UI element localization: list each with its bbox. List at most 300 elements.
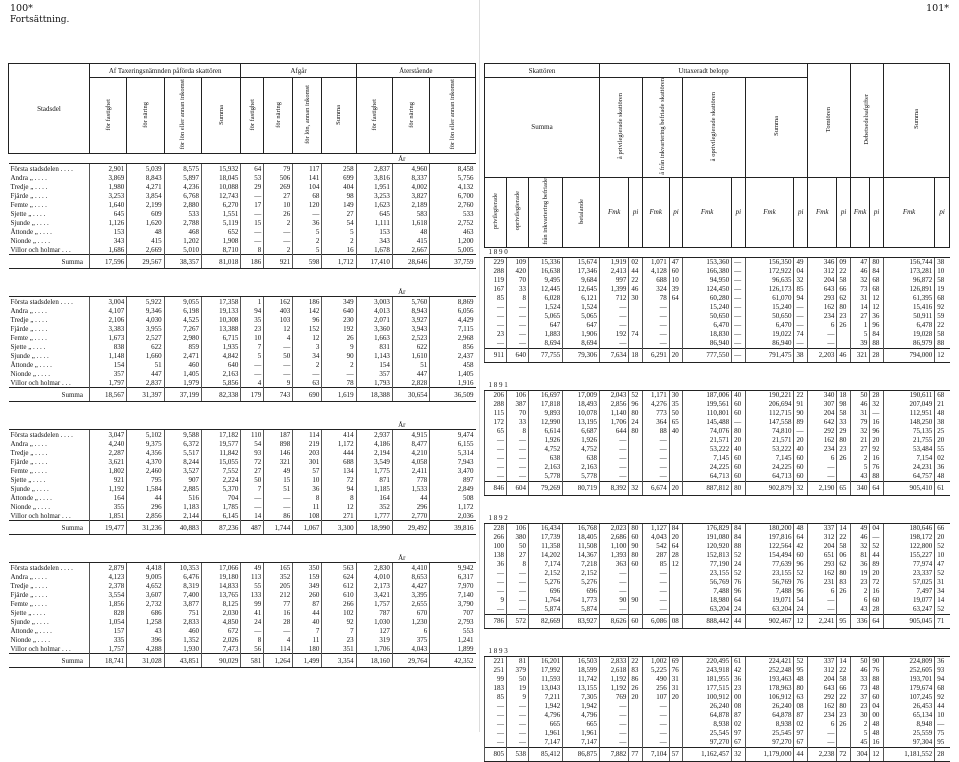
cell-value: 287 <box>642 551 669 560</box>
cell-value: 204 <box>808 542 837 551</box>
cell-value: 258 <box>322 164 356 174</box>
cell-value: 288 <box>485 400 507 409</box>
cell-value: 563 <box>322 563 356 573</box>
cell-value: 31 <box>669 684 682 693</box>
cell-value: 119 <box>485 276 507 285</box>
cell-value: 180,200 <box>745 523 794 533</box>
cell-value: 24 <box>732 560 745 569</box>
cell-value: 16,768 <box>563 523 600 533</box>
cell-value: 26 <box>837 587 850 596</box>
cell-value: — <box>732 294 745 303</box>
cell-value: 2 <box>322 360 356 369</box>
cell-value: 1,980 <box>89 182 126 191</box>
cell-value <box>669 436 682 445</box>
cell-value: 643 <box>808 684 837 693</box>
cell-value: 90 <box>322 351 356 360</box>
cell-value: 1,002 <box>642 656 669 666</box>
cell-value: 2,968 <box>430 333 476 342</box>
cell-value: 352 <box>356 502 392 511</box>
cell-value: 64,713 <box>745 472 794 482</box>
cell-value: 447 <box>392 369 429 378</box>
cell-value <box>669 303 682 312</box>
summa-value: 77,755 <box>529 348 563 362</box>
cell-value: 1,171 <box>642 390 669 400</box>
cell-value: 45 <box>850 738 870 748</box>
col-aterst-fastighet: för fastighet <box>370 98 378 131</box>
cell-value: 197,816 <box>745 533 794 542</box>
cell-value: 640 <box>322 306 356 315</box>
cell-value: 17,358 <box>201 297 240 307</box>
cell-value: 8,843 <box>127 173 164 182</box>
cell-value: 387 <box>507 400 529 409</box>
district-label: Nionde „ . . . . <box>10 236 50 245</box>
summa-value: 6,674 <box>642 481 669 495</box>
cell-value: 1,785 <box>201 502 240 511</box>
cell-value: 296 <box>392 502 429 511</box>
cell-value: 4,271 <box>127 182 164 191</box>
cell-value: 155,227 <box>883 551 934 560</box>
cell-value: 4,043 <box>642 533 669 542</box>
cell-value: 1,183 <box>164 502 201 511</box>
cell-value: 7,400 <box>164 590 201 599</box>
cell-value: 1,192 <box>89 484 126 493</box>
cell-value: 64 <box>669 542 682 551</box>
cell-value: 55 <box>935 445 950 454</box>
cell-value: — <box>507 330 529 339</box>
cell-value: 3,360 <box>356 324 392 333</box>
cell-value <box>837 738 850 748</box>
cell-value: 231 <box>808 578 837 587</box>
cell-value: 1,640 <box>89 200 126 209</box>
cell-value: 6,270 <box>201 200 240 209</box>
cell-value: 06 <box>837 551 850 560</box>
cell-value: 292 <box>808 427 837 436</box>
cell-value: 8,337 <box>392 173 429 182</box>
cell-value: — <box>264 342 293 351</box>
cell-value: 1,140 <box>600 409 629 418</box>
cell-value: 8 <box>241 635 264 644</box>
cell-value: 5,119 <box>201 218 240 227</box>
cell-value <box>629 312 642 321</box>
cell-value: 1,533 <box>392 484 429 493</box>
cell-value: 688 <box>322 457 356 466</box>
cell-value: 19,022 <box>745 330 794 339</box>
cell-value <box>837 472 850 482</box>
summa-value: 581 <box>241 654 264 668</box>
cell-value: — <box>485 711 507 720</box>
cell-value: 74 <box>629 330 642 339</box>
cell-value: 5,897 <box>164 173 201 182</box>
cell-value: 13,765 <box>201 590 240 599</box>
cell-value: 50 <box>507 542 529 551</box>
cell-value: 112,715 <box>745 409 794 418</box>
cell-value: 229 <box>485 257 507 267</box>
cell-value: — <box>808 339 837 349</box>
cell-value: 645 <box>89 209 126 218</box>
cell-value: 2,669 <box>127 245 164 255</box>
cell-value: 10 <box>669 276 682 285</box>
cell-value: 343 <box>89 236 126 245</box>
cell-value: 23 <box>850 702 870 711</box>
table-row <box>9 218 476 227</box>
cell-value: 4,356 <box>127 448 164 457</box>
table-row <box>485 587 950 596</box>
cell-value: 33 <box>507 285 529 294</box>
cell-value: 109 <box>507 257 529 267</box>
summa-row <box>9 521 476 535</box>
cell-value: 9 <box>507 693 529 702</box>
cell-value: — <box>485 436 507 445</box>
col-aterst-lon: för lön eller annan inkomst <box>449 79 457 150</box>
cell-value: 142 <box>293 306 322 315</box>
cell-value: 2,837 <box>127 378 164 388</box>
cell-value: 7,488 <box>683 587 732 596</box>
table-row <box>9 182 476 191</box>
cell-value: 56,769 <box>745 578 794 587</box>
cell-value: 153 <box>356 227 392 236</box>
cell-value: 80 <box>732 427 745 436</box>
cell-value: 31 <box>850 294 870 303</box>
cell-value: 86,979 <box>883 339 934 349</box>
col-sum-opriv: oprivilegierade <box>514 191 522 231</box>
cell-value: 52 <box>935 569 950 578</box>
cell-value: 10 <box>293 475 322 484</box>
cell-value: 8,575 <box>164 164 201 174</box>
cell-value: 5,756 <box>430 173 476 182</box>
cell-value: 1,192 <box>600 684 629 693</box>
cell-value: 26 <box>837 454 850 463</box>
cell-value: 19,577 <box>201 439 240 448</box>
cell-value: 23 <box>837 711 850 720</box>
cell-value: 5,039 <box>127 164 164 174</box>
cell-value: 141 <box>293 173 322 182</box>
cell-value: — <box>241 626 264 635</box>
cell-value: — <box>642 720 669 729</box>
cell-value: 7,943 <box>430 457 476 466</box>
cell-value: 44 <box>127 493 164 502</box>
cell-value: 4 <box>264 635 293 644</box>
cell-value: 7,488 <box>745 587 794 596</box>
cell-value: 76 <box>870 463 883 472</box>
cell-value: 1,030 <box>356 617 392 626</box>
cell-value: — <box>507 596 529 605</box>
cell-value: 1,678 <box>356 245 392 255</box>
cell-value: 92 <box>322 617 356 626</box>
cell-value: 2 <box>850 454 870 463</box>
cell-value: 230 <box>322 315 356 324</box>
summa-value: 20 <box>669 348 682 362</box>
cell-value: 70 <box>507 409 529 418</box>
cell-value: — <box>507 738 529 748</box>
summa-value: 39,816 <box>430 521 476 535</box>
cell-value: 624 <box>322 572 356 581</box>
cell-value: 100 <box>485 542 507 551</box>
cell-value: 921 <box>89 475 126 484</box>
cell-value: 3,943 <box>392 324 429 333</box>
cell-value: 09 <box>837 257 850 267</box>
cell-value: 48 <box>794 675 808 684</box>
cell-value: 15,416 <box>883 303 934 312</box>
cell-value <box>669 720 682 729</box>
cell-value: 4,525 <box>164 315 201 324</box>
cell-value: 97,270 <box>745 738 794 748</box>
cell-value: 2,885 <box>164 484 201 493</box>
table-row <box>485 569 950 578</box>
cell-value: 59 <box>935 312 950 321</box>
table-row <box>485 330 950 339</box>
district-label: Sjette „ . . . . <box>10 209 46 218</box>
cell-value: 224,421 <box>745 656 794 666</box>
cell-value: 23 <box>485 330 507 339</box>
table-row <box>485 463 950 472</box>
cell-value: 1,856 <box>89 599 126 608</box>
cell-value: 23 <box>322 635 356 644</box>
district-label: Villor och holmar . . . <box>10 245 71 254</box>
cell-value: 2 <box>293 360 322 369</box>
cell-value <box>629 578 642 587</box>
cell-value: 47 <box>850 257 870 267</box>
cell-value: 3,003 <box>356 297 392 307</box>
cell-value: 60,280 <box>683 294 732 303</box>
district-label: Tredje „ . . . . <box>10 448 48 457</box>
cell-value: 198,172 <box>883 533 934 542</box>
cell-value: 69 <box>669 656 682 666</box>
district-label: Åttonde „ . . . . <box>10 626 52 635</box>
cell-value: 1,961 <box>529 729 563 738</box>
cell-value: — <box>264 227 293 236</box>
cell-value: 8,244 <box>164 457 201 466</box>
table-row <box>9 457 476 466</box>
cell-value: 2,173 <box>356 581 392 590</box>
cell-value: 52 <box>935 605 950 615</box>
cell-value: 00 <box>732 693 745 702</box>
cell-value: 16,201 <box>529 656 563 666</box>
cell-value: 828 <box>89 608 126 617</box>
cell-value: 27 <box>507 551 529 560</box>
district-label: Fjärde „ . . . . <box>10 590 48 599</box>
cell-value: 80 <box>837 702 850 711</box>
cell-value: 640 <box>201 360 240 369</box>
summa-value: 81,018 <box>201 255 240 269</box>
cell-value: 19 <box>507 684 529 693</box>
afgar-header: Afgår <box>241 64 356 78</box>
cell-value: 14 <box>837 656 850 666</box>
cell-value: 3,927 <box>392 315 429 324</box>
cell-value: 23,337 <box>883 569 934 578</box>
cell-value: 02 <box>629 257 642 267</box>
cell-value: 2,036 <box>430 511 476 521</box>
summa-label: Summa <box>9 521 90 535</box>
cell-value: 1,906 <box>563 330 600 339</box>
cell-value: 2 <box>264 245 293 255</box>
cell-value: 3,854 <box>127 191 164 200</box>
summa-value: 28 <box>870 348 883 362</box>
cell-value: 94 <box>322 484 356 493</box>
cell-value: 1 <box>241 297 264 307</box>
cell-value: 72 <box>322 475 356 484</box>
cell-value: 3 <box>293 342 322 351</box>
cell-value <box>669 312 682 321</box>
cell-value: 6,056 <box>430 306 476 315</box>
cell-value <box>629 702 642 711</box>
district-label: Tredje „ . . . . <box>10 315 48 324</box>
cell-value: 10,088 <box>201 182 240 191</box>
summa-value: 887,812 <box>683 481 732 495</box>
cell-value: 1,802 <box>89 466 126 475</box>
cell-value: 1,192 <box>600 675 629 684</box>
cell-value: 122,564 <box>745 542 794 551</box>
summa-value: 61 <box>935 481 950 495</box>
cell-value: 114 <box>293 430 322 440</box>
cell-value: 14,367 <box>563 551 600 560</box>
cell-value: 24 <box>629 418 642 427</box>
cell-value: 23 <box>837 445 850 454</box>
cell-value: 95 <box>935 738 950 748</box>
cell-value: 80 <box>629 523 642 533</box>
summa-value: 83,927 <box>563 614 600 628</box>
cell-value: 16 <box>870 418 883 427</box>
cell-value: 84 <box>732 523 745 533</box>
table-row <box>485 418 950 427</box>
cell-value: 31 <box>669 675 682 684</box>
cell-value: 2,849 <box>430 484 476 493</box>
cell-value: — <box>485 445 507 454</box>
cell-value: 3,527 <box>164 466 201 475</box>
cell-value: 52 <box>935 542 950 551</box>
summa-value: 79,306 <box>563 348 600 362</box>
cell-value: 2,523 <box>392 333 429 342</box>
cell-value: 642 <box>808 418 837 427</box>
cell-value: 178,963 <box>745 684 794 693</box>
cell-value: 68 <box>935 684 950 693</box>
cell-value: 47 <box>935 560 950 569</box>
cell-value: 64 <box>669 294 682 303</box>
cell-value: 831 <box>356 342 392 351</box>
cell-value: 2,287 <box>89 448 126 457</box>
cell-value: 20 <box>669 533 682 542</box>
cell-value: 58 <box>837 409 850 418</box>
summa-value: 31,236 <box>127 521 164 535</box>
cell-value: 5 <box>322 227 356 236</box>
cell-value: — <box>600 729 629 738</box>
cell-value: 9 <box>485 596 507 605</box>
cell-value: 165 <box>264 563 293 573</box>
unit-fmk: Fmk <box>683 177 732 247</box>
cell-value: 18,599 <box>563 666 600 675</box>
cell-value: 67 <box>732 738 745 748</box>
summa-value: 18 <box>629 348 642 362</box>
cell-value: — <box>485 321 507 330</box>
cell-value: 12,990 <box>529 418 563 427</box>
cell-value: 35 <box>241 315 264 324</box>
cell-value: 1,899 <box>430 644 476 654</box>
cell-value: 1,942 <box>529 702 563 711</box>
summa-value: 71 <box>935 614 950 628</box>
cell-value: 2,378 <box>89 581 126 590</box>
cell-value: 15,240 <box>745 303 794 312</box>
cell-value: 58 <box>837 675 850 684</box>
table-row <box>485 693 950 702</box>
unit-fmk: Fmk <box>642 177 669 247</box>
cell-value: — <box>642 330 669 339</box>
summa-value: 79,269 <box>529 481 563 495</box>
summa-value: 794,000 <box>883 348 934 362</box>
cell-value: 41 <box>241 608 264 617</box>
cell-value: 85 <box>794 285 808 294</box>
cell-value: 54 <box>794 596 808 605</box>
year-marker: År <box>9 420 476 430</box>
cell-value: — <box>642 569 669 578</box>
cell-value: — <box>507 720 529 729</box>
cell-value: 5 <box>241 351 264 360</box>
cell-value <box>629 321 642 330</box>
cell-value: 60 <box>794 472 808 482</box>
cell-value: 44 <box>293 608 322 617</box>
cell-value: 10 <box>935 711 950 720</box>
cell-value: 266 <box>485 533 507 542</box>
cell-value: 64 <box>241 164 264 174</box>
summa-value: 1,499 <box>293 654 322 668</box>
cell-value: 96 <box>629 400 642 409</box>
cell-value: 64,878 <box>745 711 794 720</box>
cell-value: 39 <box>669 285 682 294</box>
cell-value: 2,856 <box>600 400 629 409</box>
cell-value: 2,788 <box>164 218 201 227</box>
cell-value: — <box>241 227 264 236</box>
cell-value: 53 <box>241 173 264 182</box>
cell-value: 192 <box>600 330 629 339</box>
cell-value: 20 <box>629 693 642 702</box>
cell-value: 60 <box>732 454 745 463</box>
col-utt-priv: å privilegierade skattören <box>617 93 625 160</box>
cell-value: 3,554 <box>89 590 126 599</box>
cell-value: 89 <box>870 560 883 569</box>
cell-value: 15 <box>264 475 293 484</box>
year-marker: År <box>9 553 476 563</box>
col-tax-lon: för lön eller annan inkomst <box>179 79 187 150</box>
cell-value: 1,610 <box>392 351 429 360</box>
table-row <box>9 448 476 457</box>
cell-value: 172 <box>485 418 507 427</box>
table-row <box>9 333 476 342</box>
table-row <box>485 409 950 418</box>
cell-value: 44 <box>629 267 642 276</box>
cell-value: 67 <box>794 738 808 748</box>
cell-value: 5,517 <box>164 448 201 457</box>
district-label: Sjette „ . . . . <box>10 342 46 351</box>
cell-value: 3,877 <box>164 599 201 608</box>
cell-value: 4 <box>241 378 264 388</box>
cell-value: 856 <box>430 342 476 351</box>
cell-value: 1,352 <box>164 635 201 644</box>
cell-value: 712 <box>600 294 629 303</box>
cell-value: 2,770 <box>392 511 429 521</box>
unit-pi: pi <box>669 177 682 247</box>
cell-value: 490 <box>642 675 669 684</box>
cell-value: 86,940 <box>683 339 732 349</box>
cell-value: 96 <box>794 587 808 596</box>
table-row <box>9 475 476 484</box>
summa-label: Summa <box>9 388 90 402</box>
cell-value: 8,694 <box>529 339 563 349</box>
cell-value: 192 <box>322 324 356 333</box>
cell-value: 96 <box>794 560 808 569</box>
cell-value: 363 <box>600 560 629 569</box>
summa-value: 7,634 <box>600 348 629 362</box>
col-afgar-fastighet: för fastighet <box>248 98 256 131</box>
cell-value: 100,912 <box>683 693 732 702</box>
cell-value: 610 <box>322 590 356 599</box>
